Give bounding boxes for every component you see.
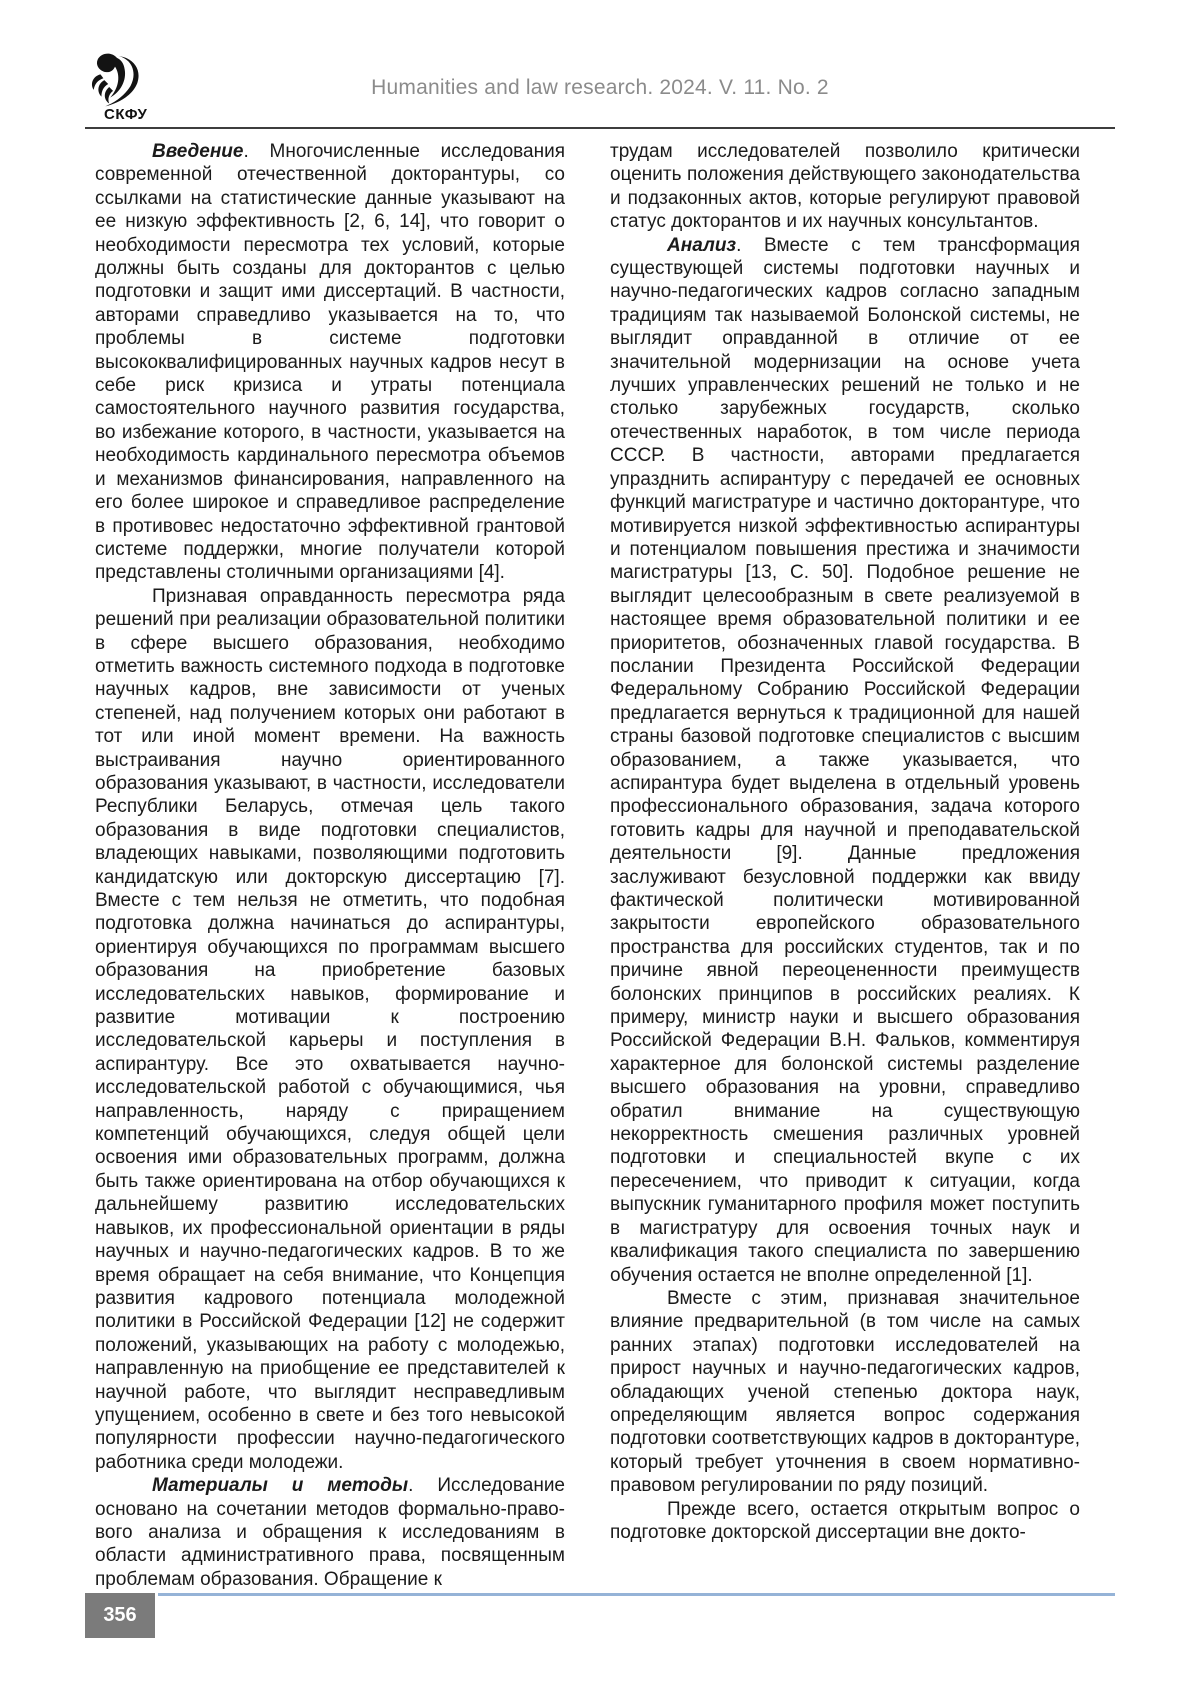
paragraph: Материалы и методы. Исследование основано на сочетании методов формально-право-вого анализа и обращения к исследованиям в области административного права, посвященным проблемам образования. Обращение к — [95, 1475, 565, 1590]
article-body — [95, 140, 1080, 1591]
right-column — [610, 140, 1080, 1591]
page-number-badge: 356 — [85, 1593, 155, 1638]
paragraph: Прежде всего, остается открытым вопрос о подготовке докторской диссертации вне докто- — [610, 1498, 1080, 1543]
paragraph: Признавая оправданность пересмотра ряда решений при реализации образовательной политики в сфере высшего образования, необходимо отметить важность системного подхода в подготовке научных кадров, вне зависимости от ученых степеней, над получением которых они работают в тот или иной момент времени. На важность выстраивания научно ориентированного образования указывают, в частности, исследователи Республики Беларусь, отмечая цель такого образования в виде подготовки специалистов, владеющих навыками, позволяющими подготовить кандидатскую или докторскую диссертацию [7]. Вместе с тем нельзя не отметить, что подобная подготовка должна начинаться до аспирантуры, ориентируя обучающихся по программам высшего образования на приобретение базовых исследовательских навыков, формирование и развитие мотивации к построению исследовательской карьеры и поступления в аспирантуру. Все это охватывается научно-исследовательской работой с обучающимися, чья направленность, наряду с приращением компетенций обучающихся, следуя общей цели освоения ими образовательных программ, должна быть также ориентирована на отбор обучающихся к дальнейшему развитию исследовательских навыков, их профессиональной ориентации в ряды научных и научно-педагогических кадров. В то же время обращает на себя внимание, что Концепция развития кадрового потенциала молодежной политики в Российской Федерации [12] не содержит положений, указывающих на работу с молодежью, направленную на приобщение ее представителей к научной работе, что выглядит несправедливым упущением, особенно в свете и без того невысокой популярности профессии научно-педагогического работника среди молодежи. — [95, 585, 565, 1473]
paragraph: Анализ. Вместе с тем трансформация существующей системы подготовки научных и научно-педагогических кадров согласно западным традициям так называемой Болонской системы, не выглядит оправданной в отличие от ее значительной модернизации на основе учета лучших управленческих решений не только и не столько зарубежных государств, сколько отечественных наработок, в том числе периода СССР. В частности, авторами предлагается упразднить аспирантуру с передачей ее основных функций магистратуре и частично докторантуре, что мотивируется низкой эффективностью аспирантуры и потенциалом повышения престижа и значимости магистратуры [13, С. 50]. Подобное решение не выглядит целесообразным в свете реализуемой в настоящее время образовательной политики и ее приоритетов, обозначенных главой государства. В послании Президента Российской Федерации Федеральному Собранию Российской Федерации предлагается вернуться к традиционной для нашей страны базовой подготовке специалистов с высшим образованием, а также указывается, что аспирантура будет выделена в отдельный уровень профессионального образования, задача которого готовить кадры для научной и преподавательской деятельности [9]. Данные предложения заслуживают безусловной поддержки как ввиду фактической политически мотивированной закрытости европейского образовательного пространства для российских студентов, так и по причине явной переоцененности преимуществ болонских принципов в российских реалиях. К примеру, министр науки и высшего образования Российской Федерации В.Н. Фальков, комментируя характерное для болонской системы разделение высшего образования на уровни, справедливо обратил внимание на существующую некорректность смешения различных уровней подготовки и специальностей вкупе с их пересечением, что приводит к ситуации, когда выпускник гуманитарного профиля может поступить в магистратуру для освоения точных наук и квалификация такого специалиста по завершению обучения остается не вполне определенной [1]. — [610, 234, 1080, 1286]
left-column — [95, 140, 565, 1591]
paragraph: Вместе с этим, признавая значительное влияние предварительной (в том числе на самых ранних этапах) подготовки исследователей на прирост научных и научно-педагогических кадров, обладающих ученой степенью доктора наук, определяющим является вопрос содержания подготовки соответствующих кадров в докторантуре, который требует уточнения в своем нормативно-правовом регулировании по ряду позиций. — [610, 1287, 1080, 1497]
paragraph: Введение. Многочисленные исследования современной отечественной докторантуры, со ссылками на статистические данные указывают на ее низкую эффективность [2, 6, 14], что говорит о необходимости пересмотра тех условий, которые должны быть созданы для докторантов с целью подготовки и защит ими диссертаций. В частности, авторами справедливо указывается на то, что проблемы в системе подготовки высококвалифицированных научных кадров несут в себе риск кризиса и утраты потенциала самостоятельного научного развития государства, во избежание которого, в частности, указывается на необходимость кардинального пересмотра объемов и механизмов финансирования, направленного на его более широкое и справедливое распределение в противовес недостаточно эффективной грантовой системе поддержки, многие получатели которой представлены столичными организациями [4]. — [95, 141, 565, 584]
paragraph: трудам исследователей позволило критически оценить положения действующего законодательства и подзаконных актов, которые регулируют правовой статус докторантов и их научных консультантов. — [610, 141, 1080, 233]
header-divider — [85, 127, 1115, 129]
section-heading: Анализ — [667, 234, 737, 256]
journal-title: Humanities and law research. 2024. V. 11. No. 2 — [371, 76, 829, 99]
footer-divider — [158, 1593, 1115, 1596]
section-heading: Введение — [152, 141, 244, 162]
section-heading: Материалы и методы — [152, 1475, 409, 1497]
logo-text: СКФУ — [104, 106, 148, 123]
